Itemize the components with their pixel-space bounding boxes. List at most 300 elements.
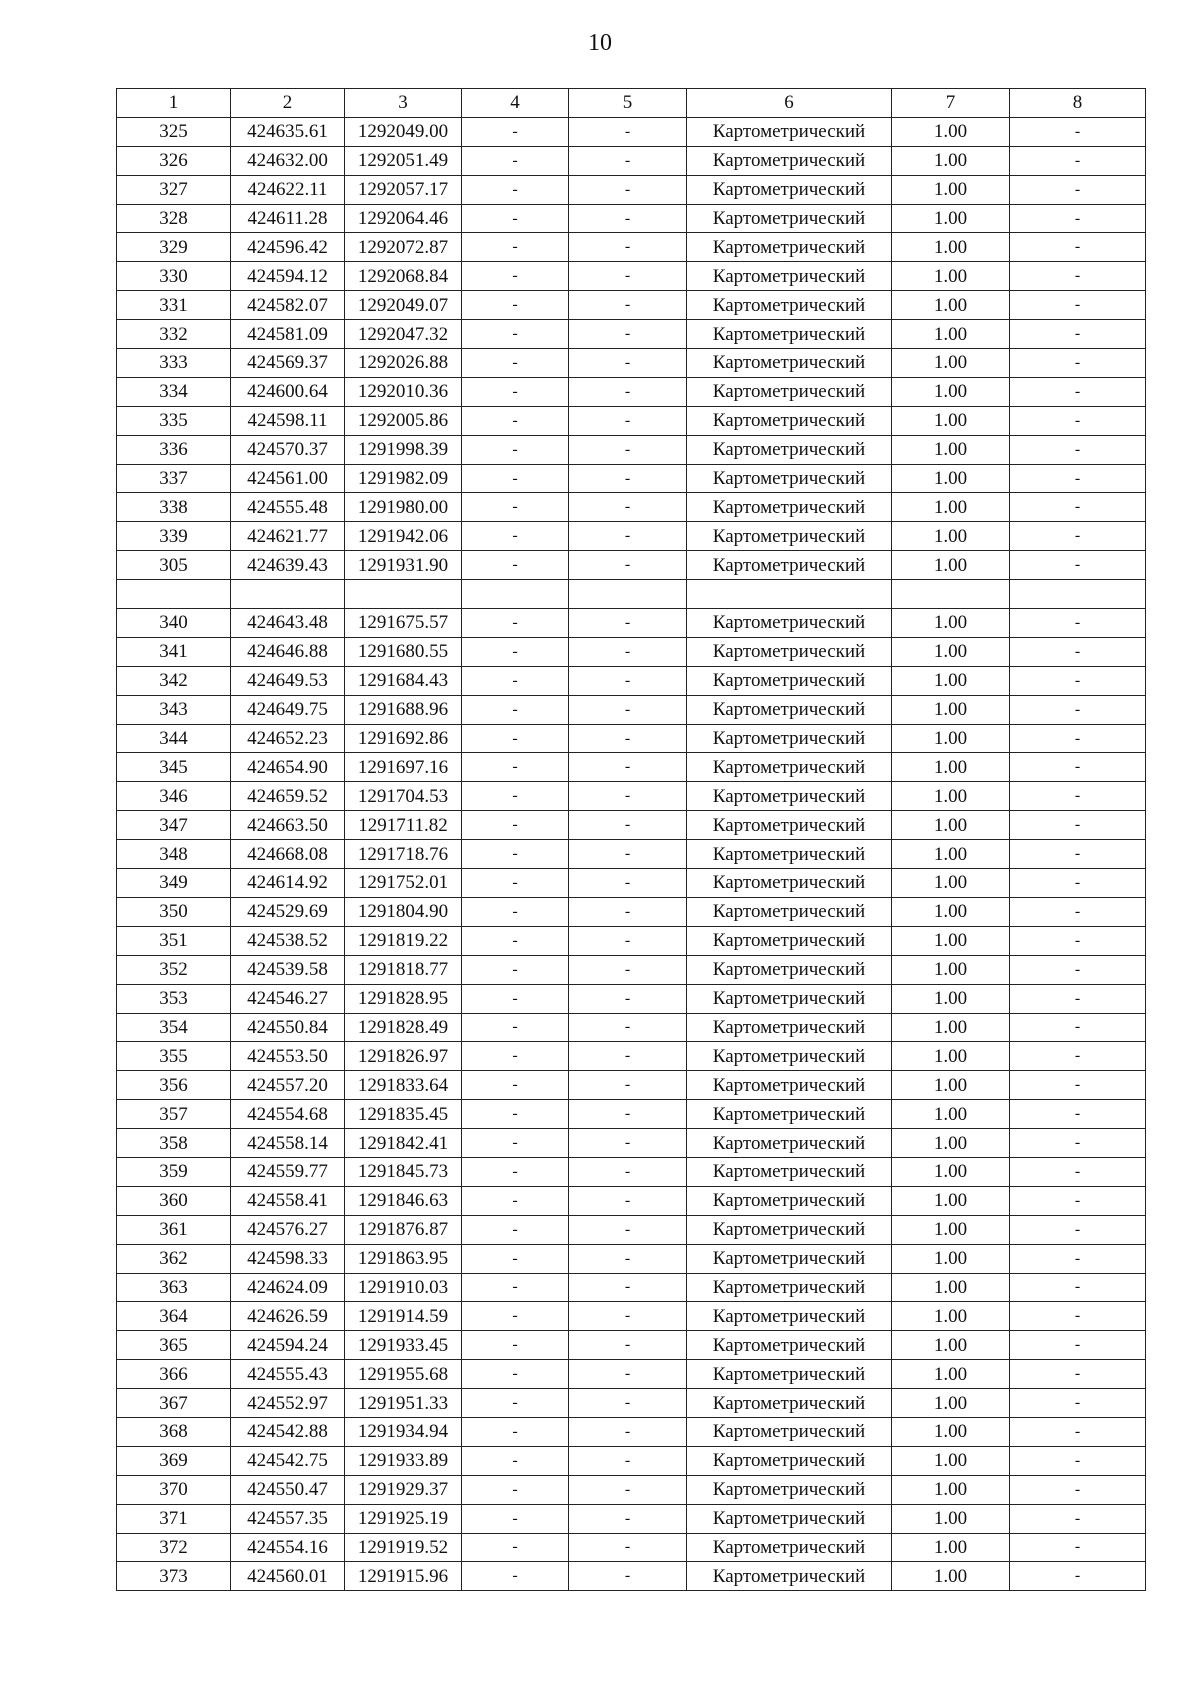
point-number-cell: 354 <box>117 1013 231 1042</box>
method-cell: Картометрический <box>687 1273 892 1302</box>
point-number-cell: 365 <box>117 1331 231 1360</box>
table-row <box>117 840 1146 869</box>
col-8-cell: - <box>1010 522 1146 551</box>
point-number-cell: 359 <box>117 1157 231 1186</box>
x-coordinate-cell: 424632.00 <box>231 146 345 175</box>
table-row <box>117 1244 1146 1273</box>
col-4-cell: - <box>462 753 569 782</box>
column-header: 3 <box>345 89 462 118</box>
x-coordinate-cell: 424639.43 <box>231 551 345 580</box>
y-coordinate-cell: 1291931.90 <box>345 551 462 580</box>
x-coordinate-cell: 424654.90 <box>231 753 345 782</box>
table-row <box>117 1562 1146 1591</box>
column-header: 5 <box>569 89 687 118</box>
y-coordinate-cell: 1291998.39 <box>345 435 462 464</box>
col-8-cell: - <box>1010 1302 1146 1331</box>
y-coordinate-cell: 1292049.00 <box>345 117 462 146</box>
col-4-cell: - <box>462 811 569 840</box>
x-coordinate-cell: 424596.42 <box>231 233 345 262</box>
precision-cell <box>892 580 1010 609</box>
method-cell: Картометрический <box>687 1331 892 1360</box>
point-number-cell: 339 <box>117 522 231 551</box>
y-coordinate-cell: 1291933.45 <box>345 1331 462 1360</box>
col-8-cell: - <box>1010 753 1146 782</box>
x-coordinate-cell: 424600.64 <box>231 377 345 406</box>
col-4-cell: - <box>462 1129 569 1158</box>
point-number-cell: 325 <box>117 117 231 146</box>
method-cell: Картометрический <box>687 782 892 811</box>
y-coordinate-cell: 1291828.95 <box>345 984 462 1013</box>
table-row <box>117 811 1146 840</box>
table-row <box>117 551 1146 580</box>
col-8-cell: - <box>1010 1533 1146 1562</box>
point-number-cell: 334 <box>117 377 231 406</box>
col-8-cell: - <box>1010 1360 1146 1389</box>
y-coordinate-cell: 1292005.86 <box>345 406 462 435</box>
method-cell: Картометрический <box>687 464 892 493</box>
method-cell: Картометрический <box>687 1071 892 1100</box>
table-row <box>117 1042 1146 1071</box>
table-row <box>117 1100 1146 1129</box>
precision-cell: 1.00 <box>892 897 1010 926</box>
coordinates-table <box>116 88 1146 1591</box>
col-8-cell: - <box>1010 811 1146 840</box>
precision-cell: 1.00 <box>892 1360 1010 1389</box>
col-5-cell: - <box>569 1360 687 1389</box>
y-coordinate-cell: 1291934.94 <box>345 1417 462 1446</box>
col-5-cell: - <box>569 262 687 291</box>
point-number-cell: 341 <box>117 637 231 666</box>
method-cell: Картометрический <box>687 695 892 724</box>
col-5-cell: - <box>569 204 687 233</box>
table-row <box>117 1157 1146 1186</box>
method-cell: Картометрический <box>687 955 892 984</box>
col-8-cell: - <box>1010 1157 1146 1186</box>
x-coordinate-cell: 424561.00 <box>231 464 345 493</box>
y-coordinate-cell: 1291711.82 <box>345 811 462 840</box>
column-header: 8 <box>1010 89 1146 118</box>
x-coordinate-cell: 424560.01 <box>231 1562 345 1591</box>
col-4-cell: - <box>462 1100 569 1129</box>
precision-cell: 1.00 <box>892 955 1010 984</box>
method-cell: Картометрический <box>687 1042 892 1071</box>
x-coordinate-cell: 424668.08 <box>231 840 345 869</box>
col-8-cell: - <box>1010 493 1146 522</box>
col-4-cell: - <box>462 1042 569 1071</box>
col-4-cell: - <box>462 1389 569 1418</box>
col-5-cell: - <box>569 406 687 435</box>
method-cell: Картометрический <box>687 1504 892 1533</box>
precision-cell: 1.00 <box>892 1417 1010 1446</box>
point-number-cell: 326 <box>117 146 231 175</box>
col-4-cell: - <box>462 666 569 695</box>
precision-cell: 1.00 <box>892 1244 1010 1273</box>
table-row <box>117 1331 1146 1360</box>
method-cell: Картометрический <box>687 811 892 840</box>
x-coordinate-cell: 424594.24 <box>231 1331 345 1360</box>
col-4-cell: - <box>462 1331 569 1360</box>
method-cell: Картометрический <box>687 377 892 406</box>
y-coordinate-cell: 1291819.22 <box>345 926 462 955</box>
x-coordinate-cell: 424538.52 <box>231 926 345 955</box>
table-row <box>117 926 1146 955</box>
point-number-cell: 357 <box>117 1100 231 1129</box>
col-5-cell: - <box>569 1389 687 1418</box>
col-5-cell: - <box>569 1100 687 1129</box>
y-coordinate-cell: 1291804.90 <box>345 897 462 926</box>
col-4-cell: - <box>462 320 569 349</box>
col-4-cell: - <box>462 1273 569 1302</box>
table-row <box>117 1504 1146 1533</box>
precision-cell: 1.00 <box>892 291 1010 320</box>
y-coordinate-cell: 1291925.19 <box>345 1504 462 1533</box>
method-cell: Картометрический <box>687 320 892 349</box>
col-4-cell: - <box>462 175 569 204</box>
col-5-cell: - <box>569 320 687 349</box>
table-body <box>117 117 1146 1590</box>
y-coordinate-cell: 1291876.87 <box>345 1215 462 1244</box>
precision-cell: 1.00 <box>892 175 1010 204</box>
col-5-cell: - <box>569 1562 687 1591</box>
x-coordinate-cell: 424558.14 <box>231 1129 345 1158</box>
col-4-cell: - <box>462 609 569 638</box>
x-coordinate-cell: 424557.35 <box>231 1504 345 1533</box>
precision-cell: 1.00 <box>892 984 1010 1013</box>
y-coordinate-cell: 1291680.55 <box>345 637 462 666</box>
col-4-cell: - <box>462 1244 569 1273</box>
x-coordinate-cell: 424553.50 <box>231 1042 345 1071</box>
col-5-cell: - <box>569 897 687 926</box>
point-number-cell: 330 <box>117 262 231 291</box>
y-coordinate-cell: 1292051.49 <box>345 146 462 175</box>
col-8-cell: - <box>1010 1446 1146 1475</box>
y-coordinate-cell: 1292072.87 <box>345 233 462 262</box>
table-row <box>117 1360 1146 1389</box>
table-row <box>117 1273 1146 1302</box>
col-4-cell: - <box>462 493 569 522</box>
col-4-cell: - <box>462 464 569 493</box>
method-cell: Картометрический <box>687 262 892 291</box>
y-coordinate-cell: 1291828.49 <box>345 1013 462 1042</box>
method-cell: Картометрический <box>687 435 892 464</box>
col-4-cell: - <box>462 146 569 175</box>
point-number-cell: 329 <box>117 233 231 262</box>
precision-cell: 1.00 <box>892 349 1010 378</box>
table-row <box>117 666 1146 695</box>
method-cell: Картометрический <box>687 1013 892 1042</box>
col-4-cell: - <box>462 695 569 724</box>
x-coordinate-cell: 424550.84 <box>231 1013 345 1042</box>
col-4-cell: - <box>462 1360 569 1389</box>
table-row <box>117 753 1146 782</box>
point-number-cell: 350 <box>117 897 231 926</box>
precision-cell: 1.00 <box>892 262 1010 291</box>
y-coordinate-cell: 1291951.33 <box>345 1389 462 1418</box>
col-4-cell: - <box>462 1013 569 1042</box>
precision-cell: 1.00 <box>892 1562 1010 1591</box>
col-4-cell: - <box>462 637 569 666</box>
col-8-cell: - <box>1010 1389 1146 1418</box>
method-cell: Картометрический <box>687 1100 892 1129</box>
table-row <box>117 522 1146 551</box>
point-number-cell: 343 <box>117 695 231 724</box>
point-number-cell: 347 <box>117 811 231 840</box>
y-coordinate-cell: 1291942.06 <box>345 522 462 551</box>
col-8-cell: - <box>1010 1475 1146 1504</box>
precision-cell: 1.00 <box>892 146 1010 175</box>
method-cell: Картометрический <box>687 724 892 753</box>
x-coordinate-cell: 424614.92 <box>231 869 345 898</box>
y-coordinate-cell: 1291818.77 <box>345 955 462 984</box>
col-8-cell: - <box>1010 724 1146 753</box>
col-5-cell: - <box>569 1042 687 1071</box>
precision-cell: 1.00 <box>892 320 1010 349</box>
column-header: 1 <box>117 89 231 118</box>
col-5-cell: - <box>569 493 687 522</box>
y-coordinate-cell: 1291692.86 <box>345 724 462 753</box>
col-4-cell: - <box>462 435 569 464</box>
method-cell: Картометрический <box>687 609 892 638</box>
table-row <box>117 1475 1146 1504</box>
y-coordinate-cell: 1291955.68 <box>345 1360 462 1389</box>
method-cell: Картометрический <box>687 1533 892 1562</box>
table-row <box>117 435 1146 464</box>
point-number-cell: 337 <box>117 464 231 493</box>
point-number-cell: 355 <box>117 1042 231 1071</box>
col-5-cell: - <box>569 984 687 1013</box>
point-number-cell: 331 <box>117 291 231 320</box>
method-cell: Картометрический <box>687 117 892 146</box>
precision-cell: 1.00 <box>892 522 1010 551</box>
table-row <box>117 724 1146 753</box>
col-5-cell: - <box>569 1186 687 1215</box>
precision-cell: 1.00 <box>892 926 1010 955</box>
point-number-cell: 342 <box>117 666 231 695</box>
col-4-cell: - <box>462 955 569 984</box>
col-8-cell: - <box>1010 609 1146 638</box>
table-row <box>117 1215 1146 1244</box>
method-cell: Картометрический <box>687 753 892 782</box>
point-number-cell: 368 <box>117 1417 231 1446</box>
y-coordinate-cell: 1291910.03 <box>345 1273 462 1302</box>
x-coordinate-cell: 424622.11 <box>231 175 345 204</box>
point-number-cell: 361 <box>117 1215 231 1244</box>
table-row <box>117 1533 1146 1562</box>
table-row <box>117 291 1146 320</box>
method-cell: Картометрический <box>687 840 892 869</box>
x-coordinate-cell: 424542.75 <box>231 1446 345 1475</box>
col-5-cell: - <box>569 349 687 378</box>
col-4-cell: - <box>462 1417 569 1446</box>
col-4-cell: - <box>462 291 569 320</box>
point-number-cell: 340 <box>117 609 231 638</box>
precision-cell: 1.00 <box>892 1389 1010 1418</box>
y-coordinate-cell: 1291980.00 <box>345 493 462 522</box>
col-5-cell: - <box>569 695 687 724</box>
table-row <box>117 406 1146 435</box>
point-number-cell: 353 <box>117 984 231 1013</box>
precision-cell: 1.00 <box>892 1042 1010 1071</box>
col-8-cell: - <box>1010 204 1146 233</box>
precision-cell: 1.00 <box>892 840 1010 869</box>
precision-cell: 1.00 <box>892 1157 1010 1186</box>
x-coordinate-cell: 424594.12 <box>231 262 345 291</box>
y-coordinate-cell: 1291697.16 <box>345 753 462 782</box>
precision-cell: 1.00 <box>892 233 1010 262</box>
y-coordinate-cell: 1292064.46 <box>345 204 462 233</box>
col-5-cell: - <box>569 1302 687 1331</box>
col-8-cell: - <box>1010 349 1146 378</box>
x-coordinate-cell: 424552.97 <box>231 1389 345 1418</box>
col-8-cell: - <box>1010 1100 1146 1129</box>
y-coordinate-cell: 1291933.89 <box>345 1446 462 1475</box>
table-row <box>117 580 1146 609</box>
x-coordinate-cell: 424554.68 <box>231 1100 345 1129</box>
precision-cell: 1.00 <box>892 1475 1010 1504</box>
precision-cell: 1.00 <box>892 724 1010 753</box>
col-8-cell: - <box>1010 984 1146 1013</box>
x-coordinate-cell: 424646.88 <box>231 637 345 666</box>
x-coordinate-cell: 424582.07 <box>231 291 345 320</box>
col-5-cell: - <box>569 522 687 551</box>
method-cell: Картометрический <box>687 406 892 435</box>
col-8-cell: - <box>1010 1417 1146 1446</box>
y-coordinate-cell: 1292026.88 <box>345 349 462 378</box>
col-5-cell: - <box>569 175 687 204</box>
y-coordinate-cell: 1291929.37 <box>345 1475 462 1504</box>
precision-cell: 1.00 <box>892 551 1010 580</box>
col-8-cell: - <box>1010 955 1146 984</box>
col-5-cell: - <box>569 666 687 695</box>
method-cell <box>687 580 892 609</box>
method-cell: Картометрический <box>687 146 892 175</box>
precision-cell: 1.00 <box>892 1302 1010 1331</box>
y-coordinate-cell: 1292047.32 <box>345 320 462 349</box>
col-4-cell: - <box>462 1157 569 1186</box>
x-coordinate-cell: 424598.11 <box>231 406 345 435</box>
col-4-cell: - <box>462 1504 569 1533</box>
col-8-cell: - <box>1010 1042 1146 1071</box>
table-row <box>117 493 1146 522</box>
x-coordinate-cell: 424569.37 <box>231 349 345 378</box>
col-5-cell: - <box>569 1331 687 1360</box>
y-coordinate-cell: 1292057.17 <box>345 175 462 204</box>
x-coordinate-cell: 424649.75 <box>231 695 345 724</box>
col-8-cell: - <box>1010 666 1146 695</box>
x-coordinate-cell: 424652.23 <box>231 724 345 753</box>
y-coordinate-cell: 1291835.45 <box>345 1100 462 1129</box>
point-number-cell: 344 <box>117 724 231 753</box>
col-8-cell: - <box>1010 1244 1146 1273</box>
col-8-cell: - <box>1010 1562 1146 1591</box>
col-4-cell: - <box>462 926 569 955</box>
point-number-cell: 349 <box>117 869 231 898</box>
precision-cell: 1.00 <box>892 464 1010 493</box>
table-row <box>117 1186 1146 1215</box>
x-coordinate-cell: 424557.20 <box>231 1071 345 1100</box>
col-5-cell: - <box>569 955 687 984</box>
point-number-cell: 328 <box>117 204 231 233</box>
table-row <box>117 233 1146 262</box>
col-5-cell: - <box>569 1533 687 1562</box>
precision-cell: 1.00 <box>892 435 1010 464</box>
table-row <box>117 1446 1146 1475</box>
y-coordinate-cell: 1292049.07 <box>345 291 462 320</box>
x-coordinate-cell: 424555.43 <box>231 1360 345 1389</box>
col-8-cell: - <box>1010 406 1146 435</box>
col-5-cell: - <box>569 1417 687 1446</box>
method-cell: Картометрический <box>687 1302 892 1331</box>
x-coordinate-cell: 424598.33 <box>231 1244 345 1273</box>
y-coordinate-cell: 1291826.97 <box>345 1042 462 1071</box>
table-row <box>117 637 1146 666</box>
col-4-cell: - <box>462 1215 569 1244</box>
y-coordinate-cell: 1291919.52 <box>345 1533 462 1562</box>
col-8-cell: - <box>1010 1013 1146 1042</box>
col-5-cell: - <box>569 1129 687 1158</box>
col-4-cell: - <box>462 522 569 551</box>
y-coordinate-cell: 1292068.84 <box>345 262 462 291</box>
col-8-cell: - <box>1010 1273 1146 1302</box>
col-5-cell: - <box>569 753 687 782</box>
col-5-cell <box>569 580 687 609</box>
col-5-cell: - <box>569 464 687 493</box>
method-cell: Картометрический <box>687 1157 892 1186</box>
col-5-cell: - <box>569 840 687 869</box>
y-coordinate-cell: 1291846.63 <box>345 1186 462 1215</box>
table-row <box>117 204 1146 233</box>
point-number-cell: 363 <box>117 1273 231 1302</box>
table-row <box>117 782 1146 811</box>
method-cell: Картометрический <box>687 1186 892 1215</box>
point-number-cell: 352 <box>117 955 231 984</box>
point-number-cell: 356 <box>117 1071 231 1100</box>
table-row <box>117 146 1146 175</box>
col-5-cell: - <box>569 291 687 320</box>
col-8-cell: - <box>1010 1129 1146 1158</box>
point-number-cell: 358 <box>117 1129 231 1158</box>
column-header: 7 <box>892 89 1010 118</box>
y-coordinate-cell: 1291718.76 <box>345 840 462 869</box>
col-5-cell: - <box>569 1157 687 1186</box>
col-4-cell: - <box>462 1475 569 1504</box>
point-number-cell: 305 <box>117 551 231 580</box>
point-number-cell: 336 <box>117 435 231 464</box>
table-row <box>117 609 1146 638</box>
col-5-cell: - <box>569 146 687 175</box>
table-row <box>117 320 1146 349</box>
point-number-cell: 332 <box>117 320 231 349</box>
col-8-cell: - <box>1010 377 1146 406</box>
x-coordinate-cell: 424643.48 <box>231 609 345 638</box>
method-cell: Картометрический <box>687 204 892 233</box>
x-coordinate-cell: 424559.77 <box>231 1157 345 1186</box>
method-cell: Картометрический <box>687 291 892 320</box>
col-8-cell: - <box>1010 1071 1146 1100</box>
col-8-cell: - <box>1010 695 1146 724</box>
precision-cell: 1.00 <box>892 1215 1010 1244</box>
precision-cell: 1.00 <box>892 695 1010 724</box>
table-row <box>117 117 1146 146</box>
point-number-cell: 333 <box>117 349 231 378</box>
col-4-cell: - <box>462 782 569 811</box>
col-8-cell: - <box>1010 435 1146 464</box>
point-number-cell: 327 <box>117 175 231 204</box>
x-coordinate-cell: 424542.88 <box>231 1417 345 1446</box>
col-5-cell: - <box>569 377 687 406</box>
method-cell: Картометрический <box>687 869 892 898</box>
col-5-cell: - <box>569 1244 687 1273</box>
